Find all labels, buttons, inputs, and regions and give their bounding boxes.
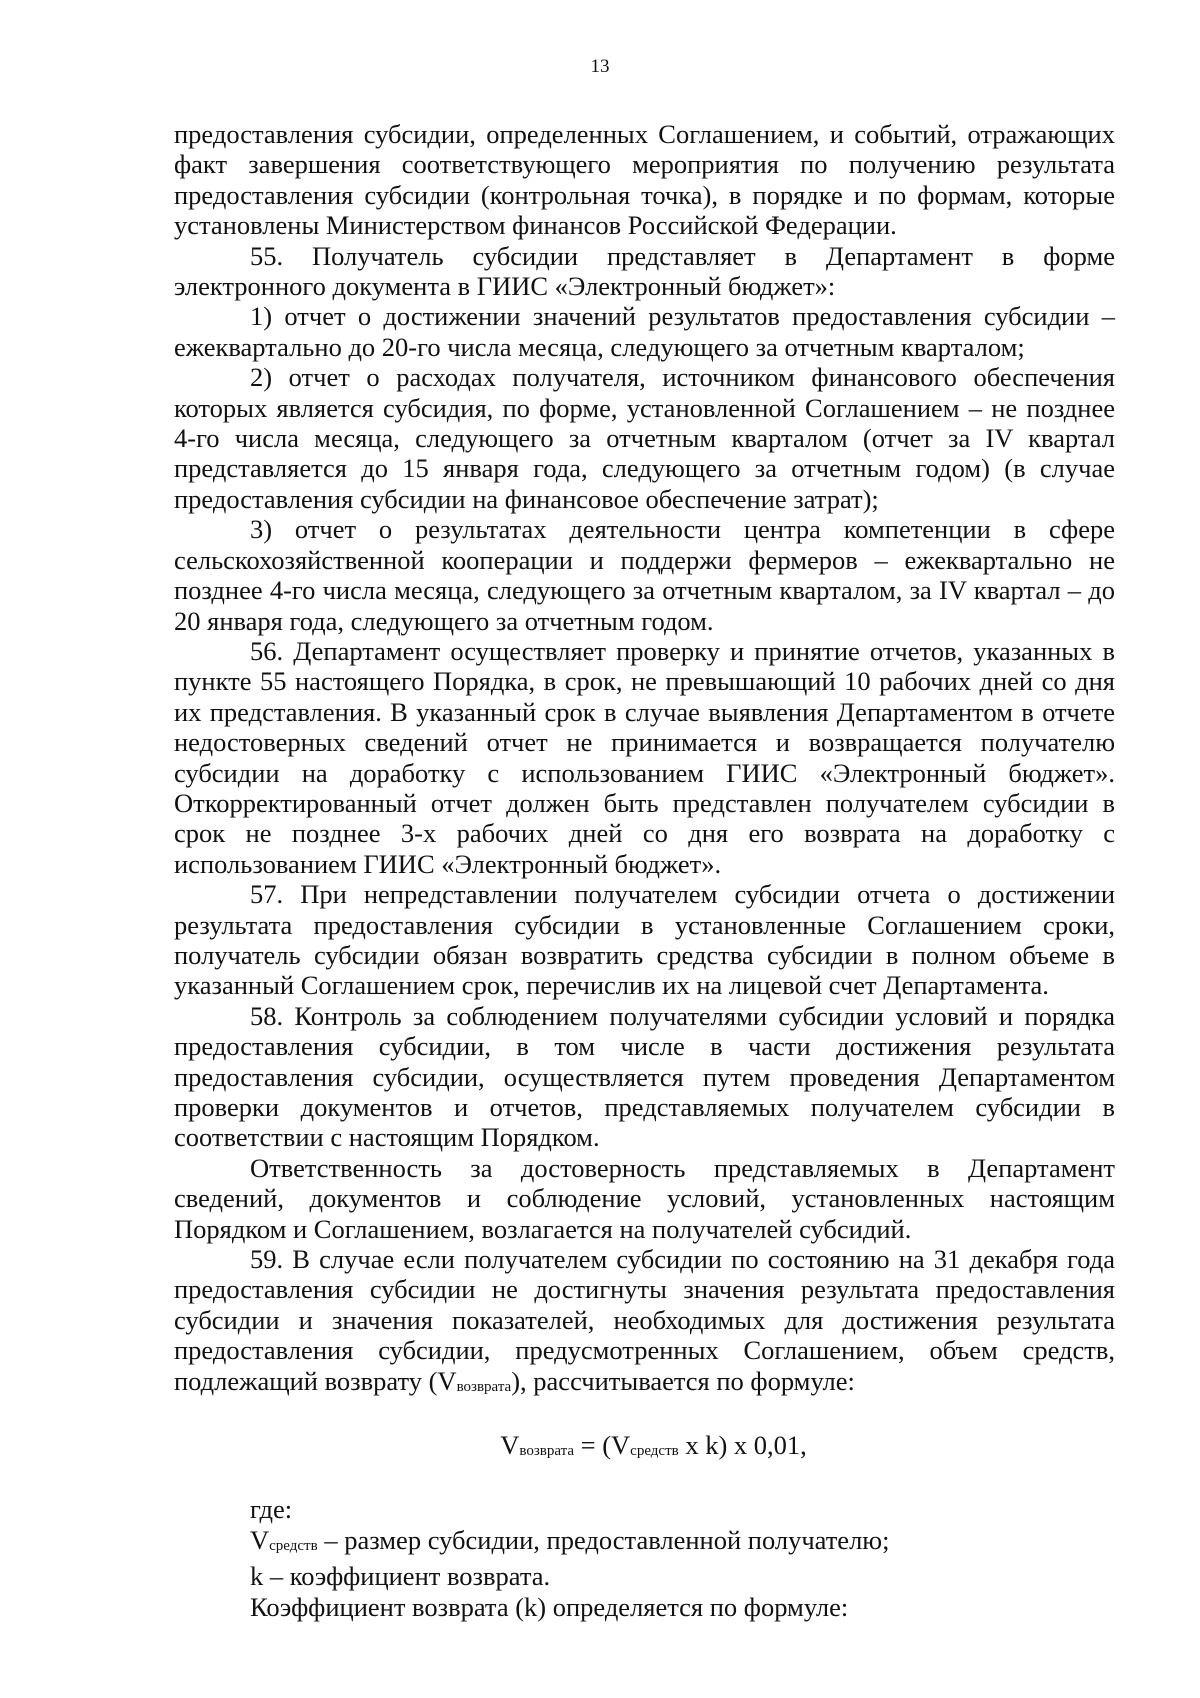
formula-middle: = (V <box>574 1430 631 1461</box>
paragraph-59-text: 59. В случае если получателем субсидии по состоянию на 31 декабря года предоставления субсидии не достигнуты значения результата предоставления субсидии и значения показателей, необходимых для достижения результата предоставления субсидии, предусмотренных Соглашением, объем средств, подлежащий возврату (V <box>174 1244 1115 1396</box>
document-body <box>174 119 1115 1622</box>
paragraph-55-item-3: 3) отчет о результатах деятельности центра компетенции в сфере сельскохозяйственной кооперации и поддержи фермеров – ежеквартально не позднее 4-го числа месяца, следующего за отчетным кварталом, за IV квартал – до 20 января года, следующего за отчетным годом. <box>174 514 1115 636</box>
page-number: 13 <box>590 56 610 77</box>
paragraph-59-subscript: возврата <box>456 1378 512 1395</box>
definition-v-text: – размер субсидии, предоставленной получателю; <box>317 1524 890 1555</box>
formula-v: V <box>500 1430 520 1461</box>
paragraph-59 <box>174 1244 1115 1402</box>
paragraph-responsibility: Ответственность за достоверность представляемых в Департамент сведений, документов и соблюдение условий, установленных настоящим Порядком и Соглашением, возлагается на получателей субсидий. <box>174 1152 1115 1244</box>
definition-k: k – коэффициент возврата. <box>250 1561 551 1592</box>
paragraph-56: 56. Департамент осуществляет проверку и принятие отчетов, указанных в пункте 55 настоящего Порядка, в срок, не превышающий 10 рабочих дней со дня их представления. В указанный срок в случае выявления Департаментом в отчете недостоверных сведений отчет не принимается и возвращается получателю субсидии на доработку с использованием ГИИС «Электронный бюджет». Откорректированный отчет должен быть представлен получателем субсидии в срок не позднее 3-х рабочих дней со дня его возврата на доработку с использованием ГИИС «Электронный бюджет». <box>174 635 1115 879</box>
paragraph-58: 58. Контроль за соблюдением получателями субсидии условий и порядка предоставления субсидии, в том числе в части достижения результата предоставления субсидии, осуществляется путем проведения Департаментом проверки документов и отчетов, представляемых получателем субсидии в соответствии с настоящим Порядком. <box>174 1000 1115 1153</box>
paragraph-55-item-2: 2) отчет о расходах получателя, источником финансового обеспечения которых является субсидия, по форме, установленной Соглашением – не позднее 4-го числа месяца, следующего за отчетным кварталом (отчет за IV квартал представляется до 15 января года, следующего за отчетным годом) (в случае предоставления субсидии на финансовое обеспечение затрат); <box>174 362 1115 514</box>
formula-end: x k) x 0,01, <box>678 1430 807 1461</box>
paragraph-59-text-end: ), рассчитывается по формуле: <box>511 1365 855 1396</box>
definition-v-subscript: средств <box>269 1537 318 1554</box>
paragraph-57: 57. При непредставлении получателем субсидии отчета о достижении результата предоставления субсидии в установленные Соглашением сроки, получатель субсидии обязан возвратить средства субсидии в полном объеме в указанный Соглашением срок, перечислив их на лицевой счет Департамента. <box>174 879 1115 1001</box>
paragraph-continuation: предоставления субсидии, определенных Соглашением, и событий, отражающих факт завершения соответствующего мероприятия по получению результата предоставления субсидии (контрольная точка), в порядке и по формам, которые установлены Министерством финансов Российской Федерации. <box>174 119 1115 241</box>
paragraph-55-item-1: 1) отчет о достижении значений результатов предоставления субсидии – ежеквартально до 20-го числа месяца, следующего за отчетным кварталом; <box>174 301 1115 362</box>
paragraph-where: где: <box>250 1494 293 1525</box>
definition-v-symbol: V <box>250 1524 270 1555</box>
paragraph-55: 55. Получатель субсидии представляет в Департамент в форме электронного документа в ГИИС «Электронный бюджет»: <box>174 240 1115 302</box>
definition-v-funds <box>174 1525 1115 1561</box>
formula-subscript-return: возврата <box>519 1443 574 1460</box>
formula-subscript-funds: средств <box>630 1443 679 1460</box>
formula-return-volume <box>174 1430 1115 1466</box>
paragraph-coefficient-intro: Коэффициент возврата (k) определяется по формуле: <box>250 1591 849 1622</box>
